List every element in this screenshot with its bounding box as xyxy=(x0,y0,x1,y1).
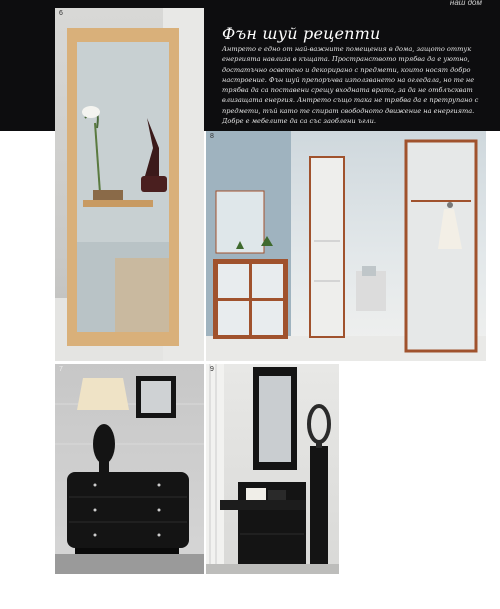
photo-number: 8 xyxy=(210,133,214,140)
floor-mirror-illustration xyxy=(55,8,204,361)
article-body: Антрето е едно от най-важните помещения в дома, защото оттук енергията навлиза в къщата. Пространството трябва да е уютно, достатъчно осветено и декорирано с предмети, които носят добро настроение. Фън шуй препоръчва използването на огледала, но те не трябва да са поставени срещу входната врата, за да не отблъскват влизащата енергия. Антрето също така не трябва да е претрупано с предмети, тъй като те спират свободното движение на енергията. Добре е мебелите да са със заоблени ъгли. xyxy=(222,45,479,126)
photo-black-desk xyxy=(206,364,339,574)
hallway-illustration xyxy=(206,131,486,361)
photo-number: 9 xyxy=(210,366,214,373)
article-title: Фън шуй рецепти xyxy=(222,24,381,43)
photo-number: 7 xyxy=(59,366,63,373)
photo-number: 6 xyxy=(59,10,63,17)
photo-hallway-panels xyxy=(206,131,486,361)
photo-floor-mirror xyxy=(55,8,204,361)
dresser-illustration xyxy=(55,364,204,574)
section-label: наш дом xyxy=(449,0,482,7)
desk-illustration xyxy=(206,364,339,574)
photo-black-dresser xyxy=(55,364,204,574)
